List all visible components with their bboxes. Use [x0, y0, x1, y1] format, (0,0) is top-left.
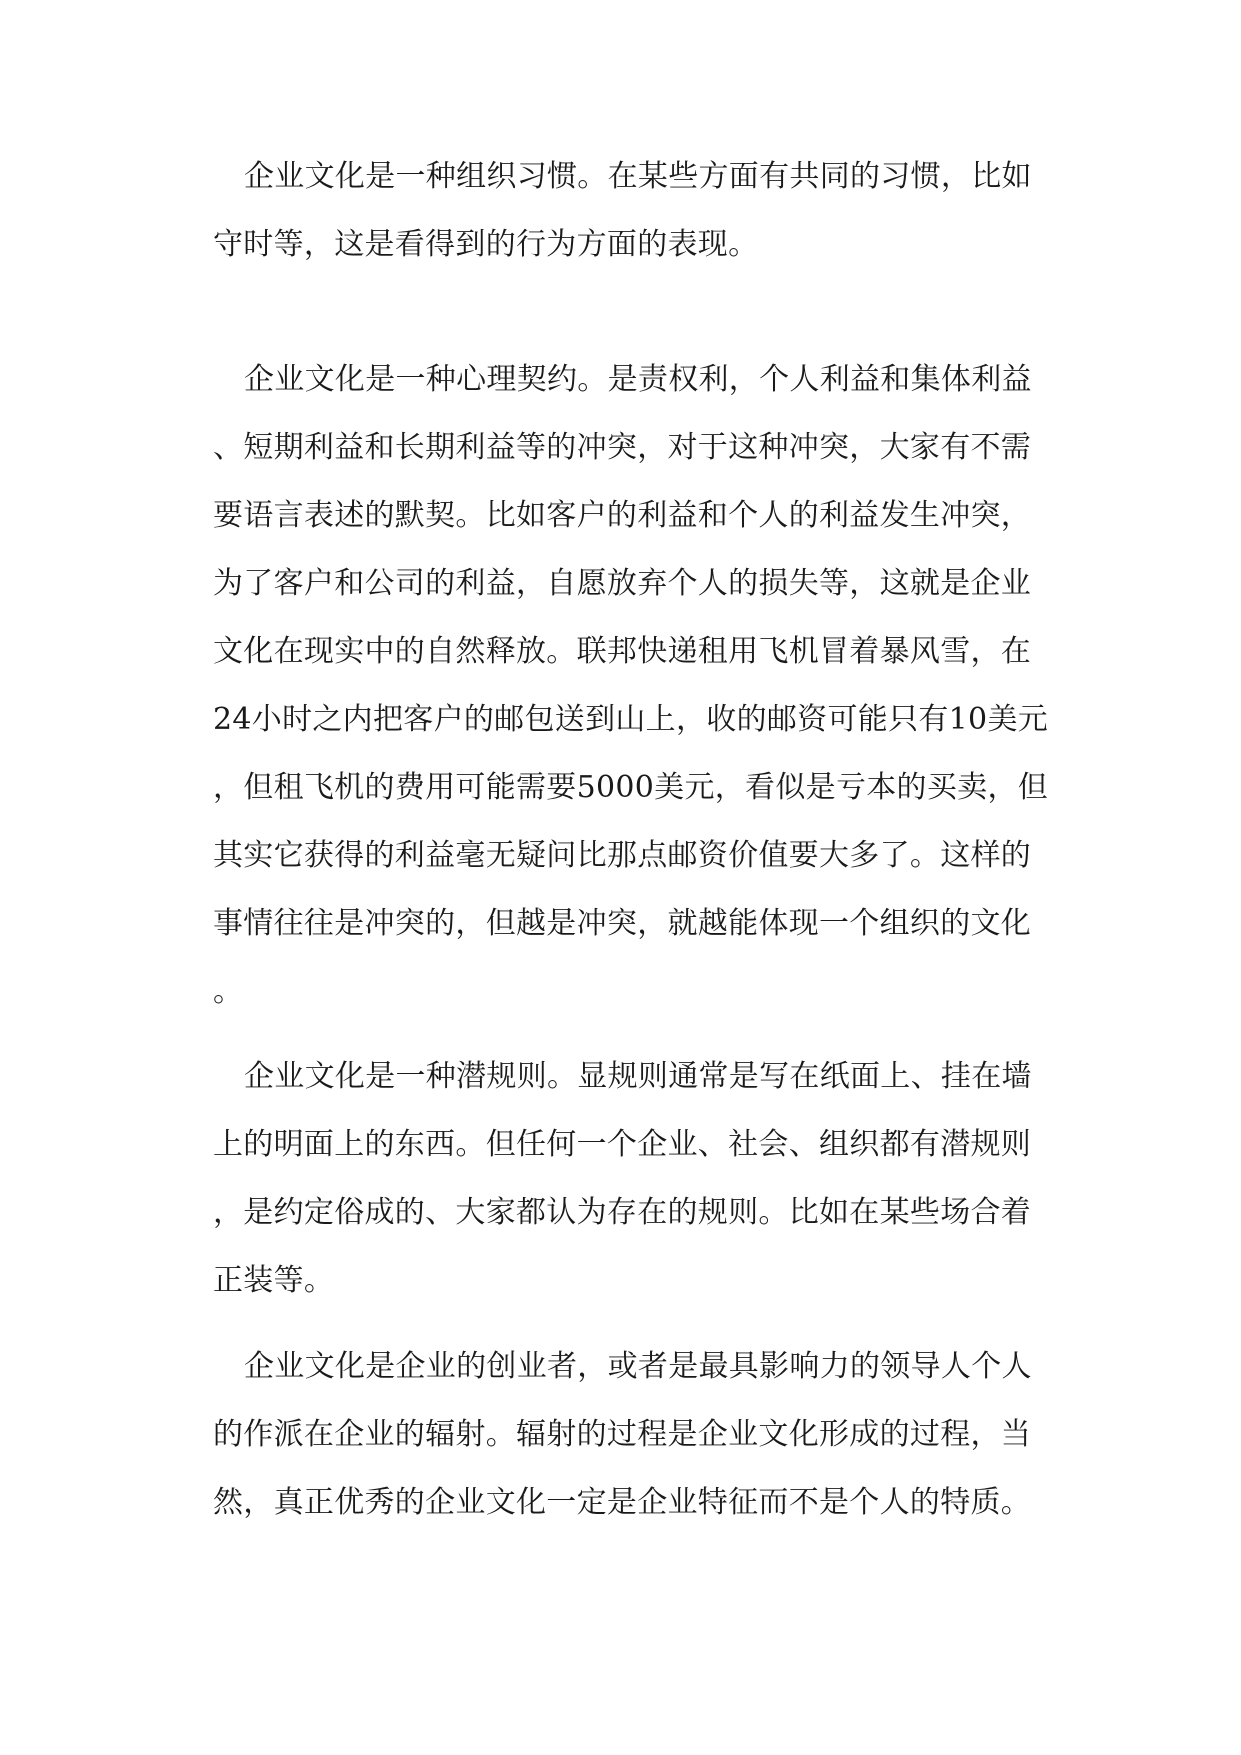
- paragraph-2-line-3: 要语言表述的默契。比如客户的利益和个人的利益发生冲突，: [213, 498, 1032, 533]
- paragraph-2-line-7: ，但租飞机的费用可能需要5000美元，看似是亏本的买卖，但: [213, 770, 1049, 805]
- paragraph-3-line-4: 正装等。: [213, 1263, 335, 1298]
- paragraph-4-line-2: 的作派在企业的辐射。辐射的过程是企业文化形成的过程，当: [213, 1417, 1032, 1452]
- paragraph-4-line-3: 然，真正优秀的企业文化一定是企业特征而不是个人的特质。: [213, 1485, 1032, 1520]
- paragraph-1-line-2: 守时等，这是看得到的行为方面的表现。: [213, 227, 759, 262]
- paragraph-4-line-1: 企业文化是企业的创业者，或者是最具影响力的领导人个人: [244, 1349, 1032, 1384]
- paragraph-2-line-5: 文化在现实中的自然释放。联邦快递租用飞机冒着暴风雪，在: [213, 634, 1032, 669]
- paragraph-2-line-9: 事情往往是冲突的，但越是冲突，就越能体现一个组织的文化: [213, 906, 1032, 941]
- paragraph-2-line-1: 企业文化是一种心理契约。是责权利，个人利益和集体利益: [244, 362, 1032, 397]
- paragraph-2-line-6: 24小时之内把客户的邮包送到山上，收的邮资可能只有10美元: [213, 702, 1049, 737]
- paragraph-2-line-4: 为了客户和公司的利益，自愿放弃个人的损失等，这就是企业: [213, 566, 1032, 601]
- paragraph-2-line-10: 。: [213, 974, 244, 1009]
- paragraph-3-line-2: 上的明面上的东西。但任何一个企业、社会、组织都有潜规则: [213, 1127, 1032, 1162]
- paragraph-1-line-1: 企业文化是一种组织习惯。在某些方面有共同的习惯，比如: [244, 159, 1032, 194]
- paragraph-2-line-8: 其实它获得的利益毫无疑问比那点邮资价值要大多了。这样的: [213, 838, 1032, 873]
- paragraph-2-line-2: 、短期利益和长期利益等的冲突，对于这种冲突，大家有不需: [213, 430, 1032, 465]
- paragraph-3-line-1: 企业文化是一种潜规则。显规则通常是写在纸面上、挂在墙: [244, 1059, 1032, 1094]
- paragraph-3-line-3: ，是约定俗成的、大家都认为存在的规则。比如在某些场合着: [213, 1195, 1032, 1230]
